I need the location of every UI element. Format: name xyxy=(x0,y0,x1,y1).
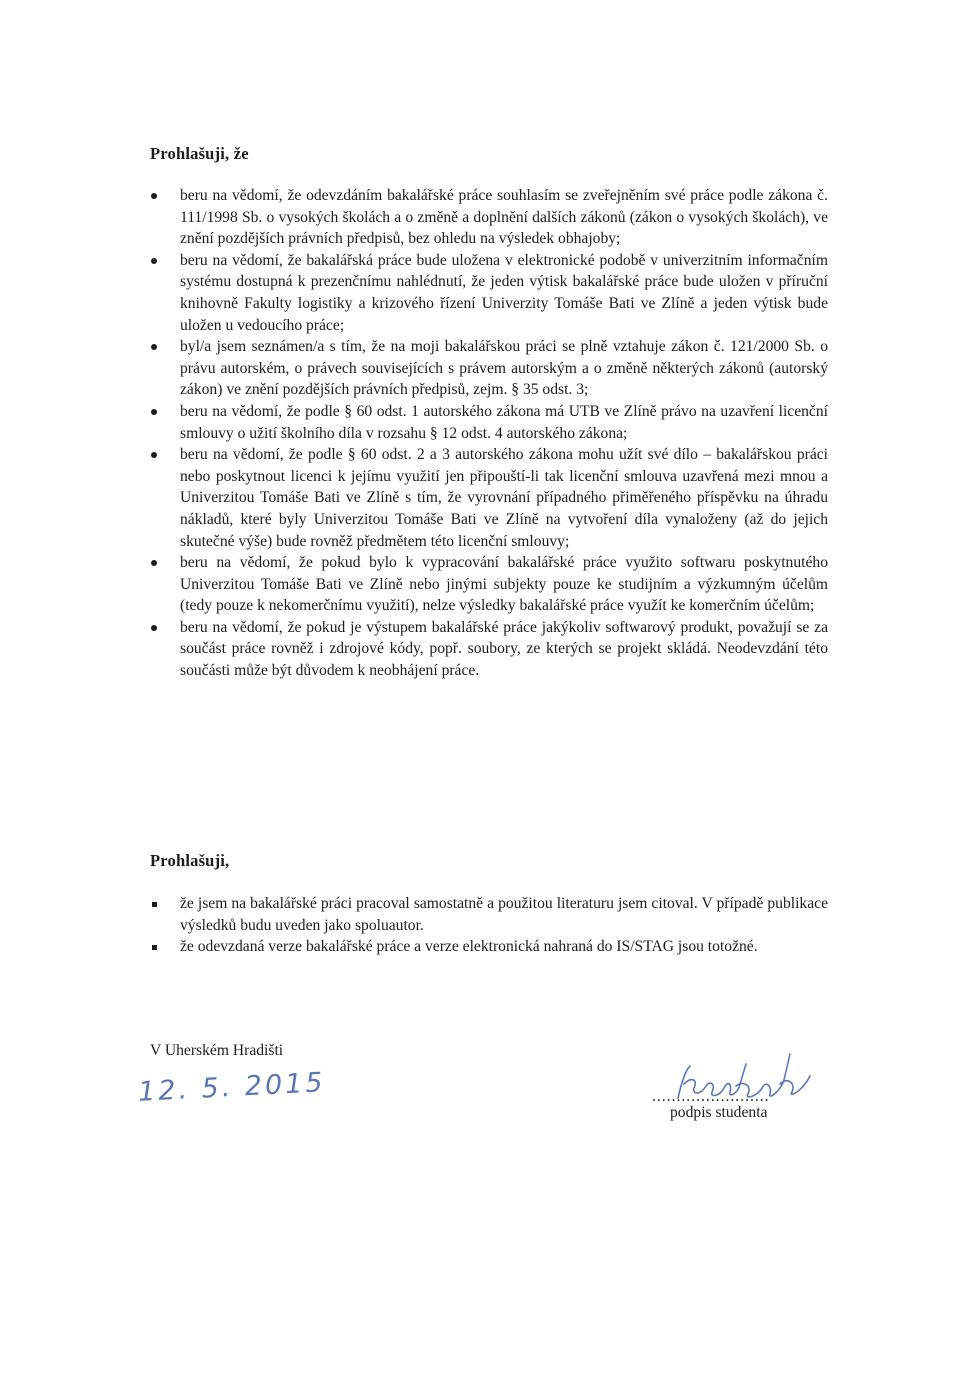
list-item xyxy=(150,250,828,336)
bullet-icon xyxy=(151,560,157,566)
list-item xyxy=(150,444,828,552)
list-item xyxy=(150,893,828,936)
square-bullet-icon xyxy=(152,945,157,950)
list-item-text: beru na vědomí, že podle § 60 odst. 1 autorského zákona má UTB ve Zlíně právo na uzavření licenční smlouvy o užití školního díla v rozsahu § 12 odst. 4 autorského zákona; xyxy=(180,402,828,442)
signature-label: podpis studenta xyxy=(670,1104,768,1121)
list-item-text: byl/a jsem seznámen/a s tím, že na moji bakalářskou práci se plně vztahuje zákon č. 121/2000 Sb. o právu autorském, o právech souvisejících s právem autorským a o změně některých zákonů (autorský zákon) ve znění pozdějších právních předpisů, zejm. § 35 odst. 3; xyxy=(180,338,828,399)
list-item-text: beru na vědomí, že podle § 60 odst. 2 a 3 autorského zákona mohu užít své dílo – bakalářskou práci nebo poskytnout licenci k jejímu využití jen připouští-li tak licenční smlouva uzavřená mezi mnou a Univerzitou Tomáše Bati ve Zlíně s tím, že vyrovnání případného přiměřeného příspěvku na úhradu nákladů, které byly Univerzitou Tomáše Bati ve Zlíně na vytvoření díla vynaloženy (až do jejich skutečné výše) bude rovněž předmětem této licenční smlouvy; xyxy=(180,446,828,550)
list-item xyxy=(150,401,828,444)
bullet-icon xyxy=(151,625,157,631)
place-text: V Uherském Hradišti xyxy=(150,1042,284,1059)
list-item-text: beru na vědomí, že pokud je výstupem bakalářské práce jakýkoliv softwarový produkt, považují se za součást práce rovněž i zdrojové kódy, popř. soubory, ze kterých se projekt skládá. Neodevzdání této součásti může být důvodem k neobhájení práce. xyxy=(180,618,828,680)
section2-heading: Prohlašuji, xyxy=(150,851,230,870)
list-item-text: že jsem na bakalářské práci pracoval samostatně a použitou literaturu jsem citoval. V případě publikace výsledků budu uveden jako spoluautor. xyxy=(180,895,828,934)
list-item-text: beru na vědomí, že odevzdáním bakalářské práce souhlasím se zveřejněním své práce podle zákona č. 111/1998 Sb. o vysokých školách a o změně a doplnění dalších zákonů (zákon o vysokých školách), ve znění pozdějších právních předpisů, bez ohledu na výsledek obhajoby; xyxy=(180,187,828,248)
list-item xyxy=(150,185,828,250)
list-item xyxy=(150,336,828,401)
list-item-text: beru na vědomí, že pokud bylo k vypracování bakalářské práce využito softwaru poskytnutého Univerzitou Tomáše Bati ve Zlíně nebo jinými subjekty pouze ke studijním a výzkumným účelům (tedy pouze k nekomerčnímu využití), nelze výsledky bakalářské práce využít ke komerčním účelům; xyxy=(180,554,828,615)
section1-heading: Prohlašuji, že xyxy=(150,144,249,163)
section2-list xyxy=(150,893,828,958)
list-item-text: beru na vědomí, že bakalářská práce bude uložena v elektronické podobě v univerzitním informačním systému dostupná k prezenčnímu nahlédnutí, že jeden výtisk bakalářské práce bude uložen v příruční knihovně Fakulty logistiky a krizového řízení Univerzity Tomáše Bati ve Zlíně a jeden výtisk bude uložen u vedoucího práce; xyxy=(180,251,828,334)
list-item-text: že odevzdaná verze bakalářské práce a verze elektronická nahraná do IS/STAG jsou totožné. xyxy=(180,938,758,956)
bullet-icon xyxy=(151,258,157,264)
section1-list xyxy=(150,185,828,682)
list-item xyxy=(150,936,828,958)
square-bullet-icon xyxy=(152,902,157,907)
list-item xyxy=(150,552,828,617)
bullet-icon xyxy=(151,409,157,415)
bullet-icon xyxy=(151,344,157,350)
list-item xyxy=(150,617,828,682)
signature-line: ........................ xyxy=(652,1088,770,1105)
bullet-icon xyxy=(151,452,157,458)
bullet-icon xyxy=(151,193,157,199)
handwritten-date: 12. 5. 2015 xyxy=(137,1067,327,1108)
